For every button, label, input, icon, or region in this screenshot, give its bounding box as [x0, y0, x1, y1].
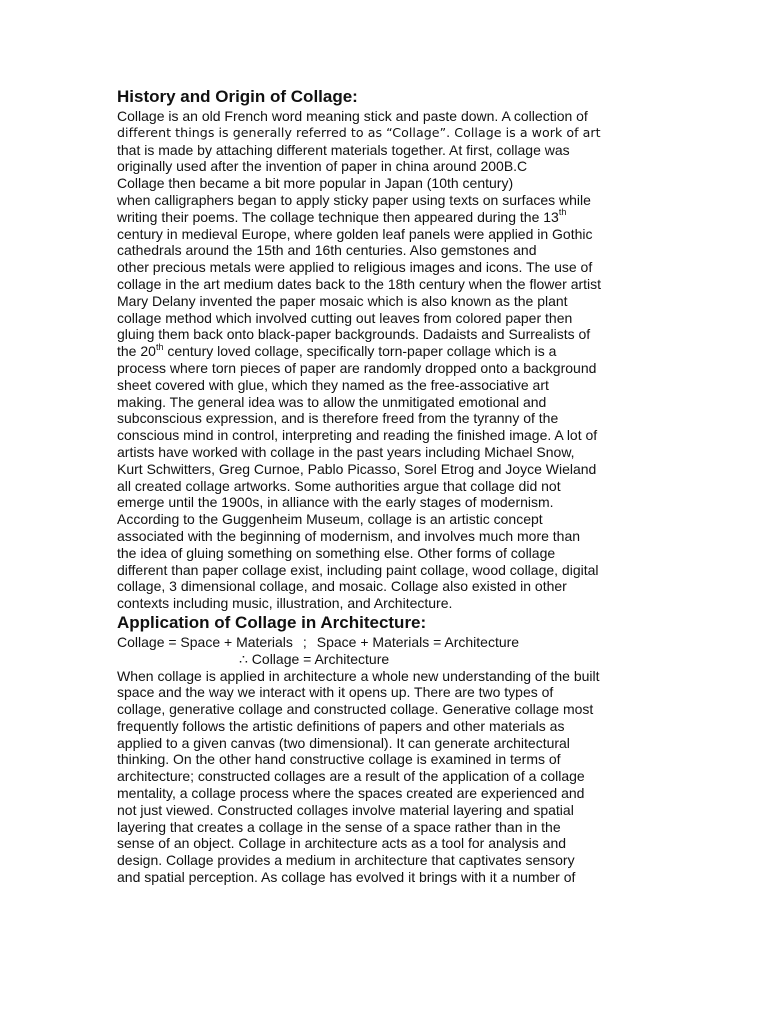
equation-separator: ; — [302, 633, 307, 650]
text-line: associated with the beginning of modernism, and involves much more than — [117, 527, 581, 544]
text-line: Collage then became a bit more popular in Japan (10th century) — [117, 175, 514, 192]
text-line: collage in the art medium dates back to the 18th century when the flower artist — [117, 275, 602, 292]
text-line: collage method which involved cutting out leaves from colored paper then — [117, 309, 573, 326]
text-line: cathedrals around the 15th and 16th centuries. Also gemstones and — [117, 242, 537, 259]
text-line: all created collage artworks. Some authorities argue that collage did not — [117, 477, 561, 494]
document-content — [117, 86, 657, 886]
text-line: Mary Delany invented the paper mosaic which is also known as the plant — [117, 292, 568, 309]
section-title-application: Application of Collage in Architecture: — [117, 612, 427, 632]
therefore-line: ∴ Collage = Architecture — [239, 650, 390, 667]
equation-block — [117, 634, 657, 668]
section-title-history: History and Origin of Collage: — [117, 87, 358, 106]
text-line: Collage is an old French word meaning stick and paste down. A collection of — [117, 108, 588, 124]
text-line: applied to a given canvas (two dimensional). It can generate architectural — [117, 734, 570, 751]
text-segment: century loved collage, specifically torn-paper collage which is a — [163, 343, 557, 360]
text-line: sense of an object. Collage in architecture acts as a tool for analysis and — [117, 835, 567, 852]
text-line: emerge until the 1900s, in alliance with the early stages of modernism. — [117, 494, 554, 511]
ordinal-superscript: th — [558, 207, 567, 218]
text-line: architecture; constructed collages are a result of the application of a collage — [117, 768, 585, 785]
text-line: contexts including music, illustration, and Architecture. — [117, 595, 453, 612]
text-line: mentality, a collage process where the spaces created are experienced and — [117, 785, 585, 802]
text-line: collage, 3 dimensional collage, and mosaic. Collage also existed in other — [117, 578, 567, 595]
equation-line — [117, 634, 657, 651]
text-line: layering that creates a collage in the sense of a space rather than in the — [117, 818, 561, 835]
ordinal-superscript: th — [155, 341, 164, 352]
text-line: subconscious expression, and is therefore freed from the tyranny of the — [117, 410, 559, 427]
text-line: sheet covered with glue, which they named as the free-associative art — [117, 376, 549, 393]
text-line: other precious metals were applied to religious images and icons. The use of — [117, 259, 593, 276]
equation-left: Collage = Space + Materials — [117, 633, 293, 650]
text-line: gluing them back onto black-paper backgrounds. Dadaists and Surrealists of — [117, 326, 591, 343]
text-line: process where torn pieces of paper are randomly dropped onto a background — [117, 359, 597, 376]
text-line: Kurt Schwitters, Greg Curnoe, Pablo Picasso, Sorel Etrog and Joyce Wieland — [117, 460, 597, 477]
text-line: not just viewed. Constructed collages involve material layering and spatial — [117, 801, 574, 818]
text-line: when calligraphers began to apply sticky paper using texts on surfaces while — [117, 191, 591, 208]
text-line: that is made by attaching different materials together. At first, collage was — [117, 141, 570, 158]
text-line: frequently follows the artistic definitions of papers and other materials as — [117, 717, 565, 734]
text-line: According to the Guggenheim Museum, collage is an artistic concept — [117, 511, 543, 528]
text-line: and spatial perception. As collage has evolved it brings with it a number of — [117, 869, 576, 886]
text-line: the idea of gluing something on something else. Other forms of collage — [117, 544, 556, 561]
equation-right: Space + Materials = Architecture — [316, 633, 520, 650]
text-line: collage, generative collage and constructed collage. Generative collage most — [117, 701, 594, 718]
text-line: different things is generally referred to as “Collage”. Collage is a work of art — [117, 124, 601, 140]
text-line: thinking. On the other hand constructive collage is examined in terms of — [117, 751, 561, 768]
text-line: artists have worked with collage in the past years including Michael Snow, — [117, 443, 575, 460]
text-line: When collage is applied in architecture a whole new understanding of the built — [117, 667, 600, 684]
text-line: conscious mind in control, interpreting and reading the finished image. A lot of — [117, 427, 598, 444]
text-line: different than paper collage exist, including paint collage, wood collage, digital — [117, 561, 599, 578]
text-line: century in medieval Europe, where golden leaf panels were applied in Gothic — [117, 225, 593, 242]
paragraph-application — [117, 668, 657, 886]
text-line: design. Collage provides a medium in architecture that captivates sensory — [117, 852, 575, 869]
text-line — [117, 209, 657, 226]
text-line: making. The general idea was to allow the unmitigated emotional and — [117, 393, 547, 410]
text-segment: writing their poems. The collage technique then appeared during the 13 — [117, 208, 559, 225]
text-segment: the 20 — [117, 343, 156, 360]
text-line: originally used after the invention of paper in china around 200B.C — [117, 158, 528, 175]
paragraph-history — [117, 108, 657, 612]
text-line: space and the way we interact with it opens up. There are two types of — [117, 684, 554, 701]
text-line — [117, 343, 657, 360]
